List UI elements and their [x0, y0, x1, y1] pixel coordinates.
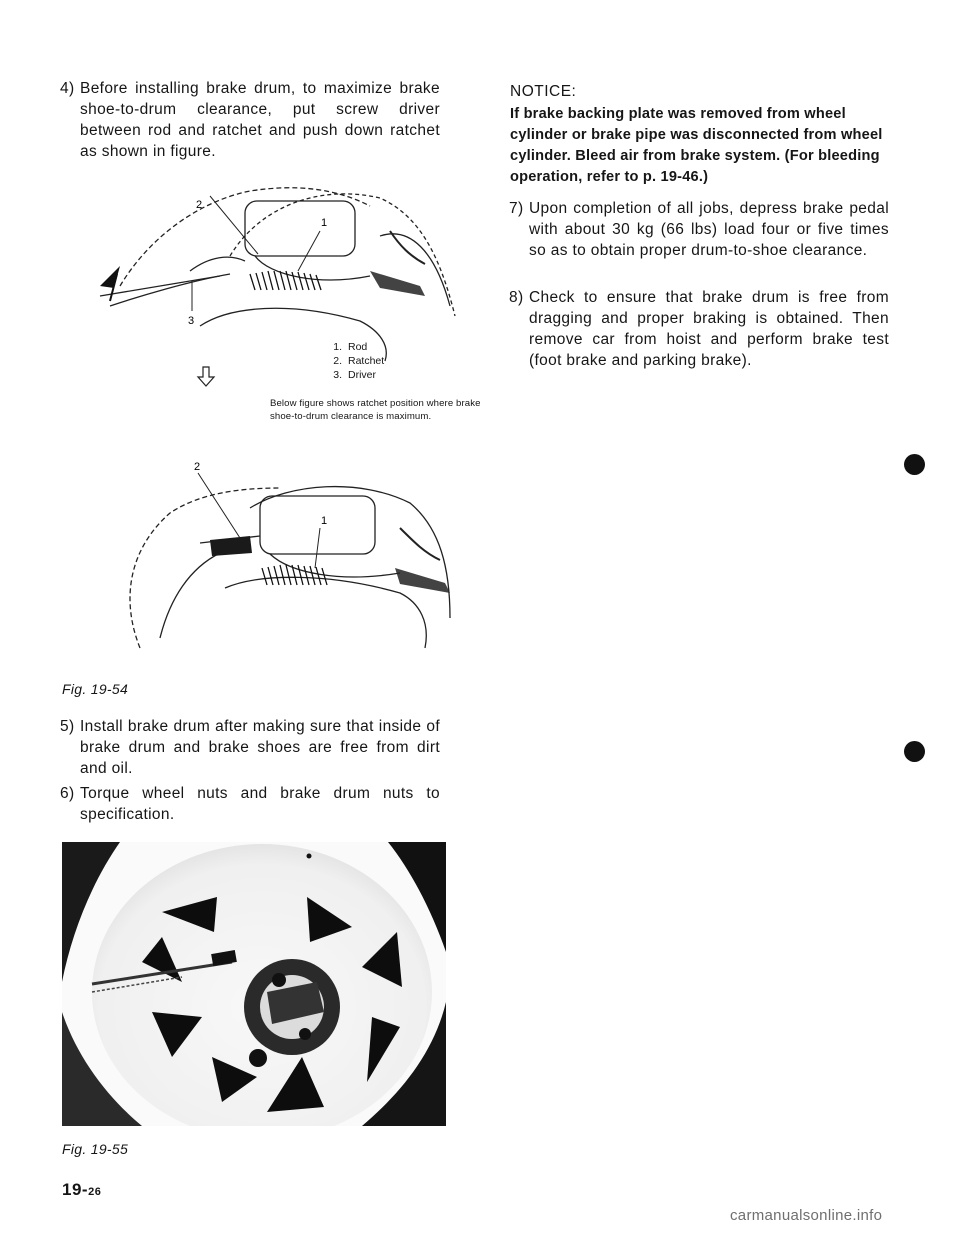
step-number: 7) [509, 200, 524, 217]
figure-legend [326, 340, 384, 382]
legend-item: 2. Ratchet [333, 355, 385, 367]
step-text: Upon completion of all jobs, depress brake pedal with about 30 kg (66 lbs) load four or five times so as to obtain proper drum-to-shoe clearance. [529, 200, 889, 259]
binder-hole-mark [904, 454, 925, 475]
notice-body: If brake backing plate was removed from wheel cylinder or brake pipe was disconnected from wheel cylinder. Bleed air from brake system. (For bleeding operation, refer to p. 19-46.) [510, 106, 883, 185]
footer-watermark: carmanualsonline.info [730, 1207, 883, 1224]
step-7 [509, 198, 889, 261]
step-5 [60, 716, 440, 779]
step-text: Before installing brake drum, to maximize brake shoe-to-drum clearance, put screw driver between rod and ratchet and push down ratchet as shown in figure. [80, 80, 440, 160]
notice-title: NOTICE: [510, 83, 577, 100]
figure-caption: Fig. 19-55 [62, 1141, 129, 1157]
page-number: 19-26 [62, 1180, 102, 1199]
legend-item: 3. Driver [333, 369, 376, 381]
brake-adjuster-figure-bottom [100, 458, 480, 658]
step-number: 8) [509, 289, 524, 306]
brake-adjuster-figure-top [80, 176, 480, 376]
step-text: Check to ensure that brake drum is free from dragging and proper braking is obtained. Then remove car from hoist and perform brake test (foot brake and parking brake). [529, 289, 889, 369]
callout-2: 2 [196, 199, 203, 211]
legend-item: 1. Rod [333, 341, 368, 353]
step-text: Torque wheel nuts and brake drum nuts to specification. [80, 785, 440, 823]
figure-note: Below figure shows ratchet position where brake shoe-to-drum clearance is maximum. [270, 398, 481, 422]
step-number: 4) [60, 80, 75, 97]
callout-1: 1 [321, 217, 328, 229]
wheel-drum-photo [62, 842, 446, 1126]
binder-hole-mark [904, 741, 925, 762]
step-number: 6) [60, 785, 75, 802]
step-text: Install brake drum after making sure that inside of brake drum and brake shoes are free from dirt and oil. [80, 718, 440, 777]
step-6 [60, 783, 440, 825]
arrow-down-icon [196, 366, 216, 388]
callout-3: 3 [188, 315, 195, 327]
step-4 [60, 78, 440, 162]
step-8 [509, 287, 889, 371]
figure-caption: Fig. 19-54 [62, 681, 129, 697]
step-number: 5) [60, 718, 75, 735]
callout-2: 2 [194, 461, 201, 473]
callout-1: 1 [321, 515, 328, 527]
